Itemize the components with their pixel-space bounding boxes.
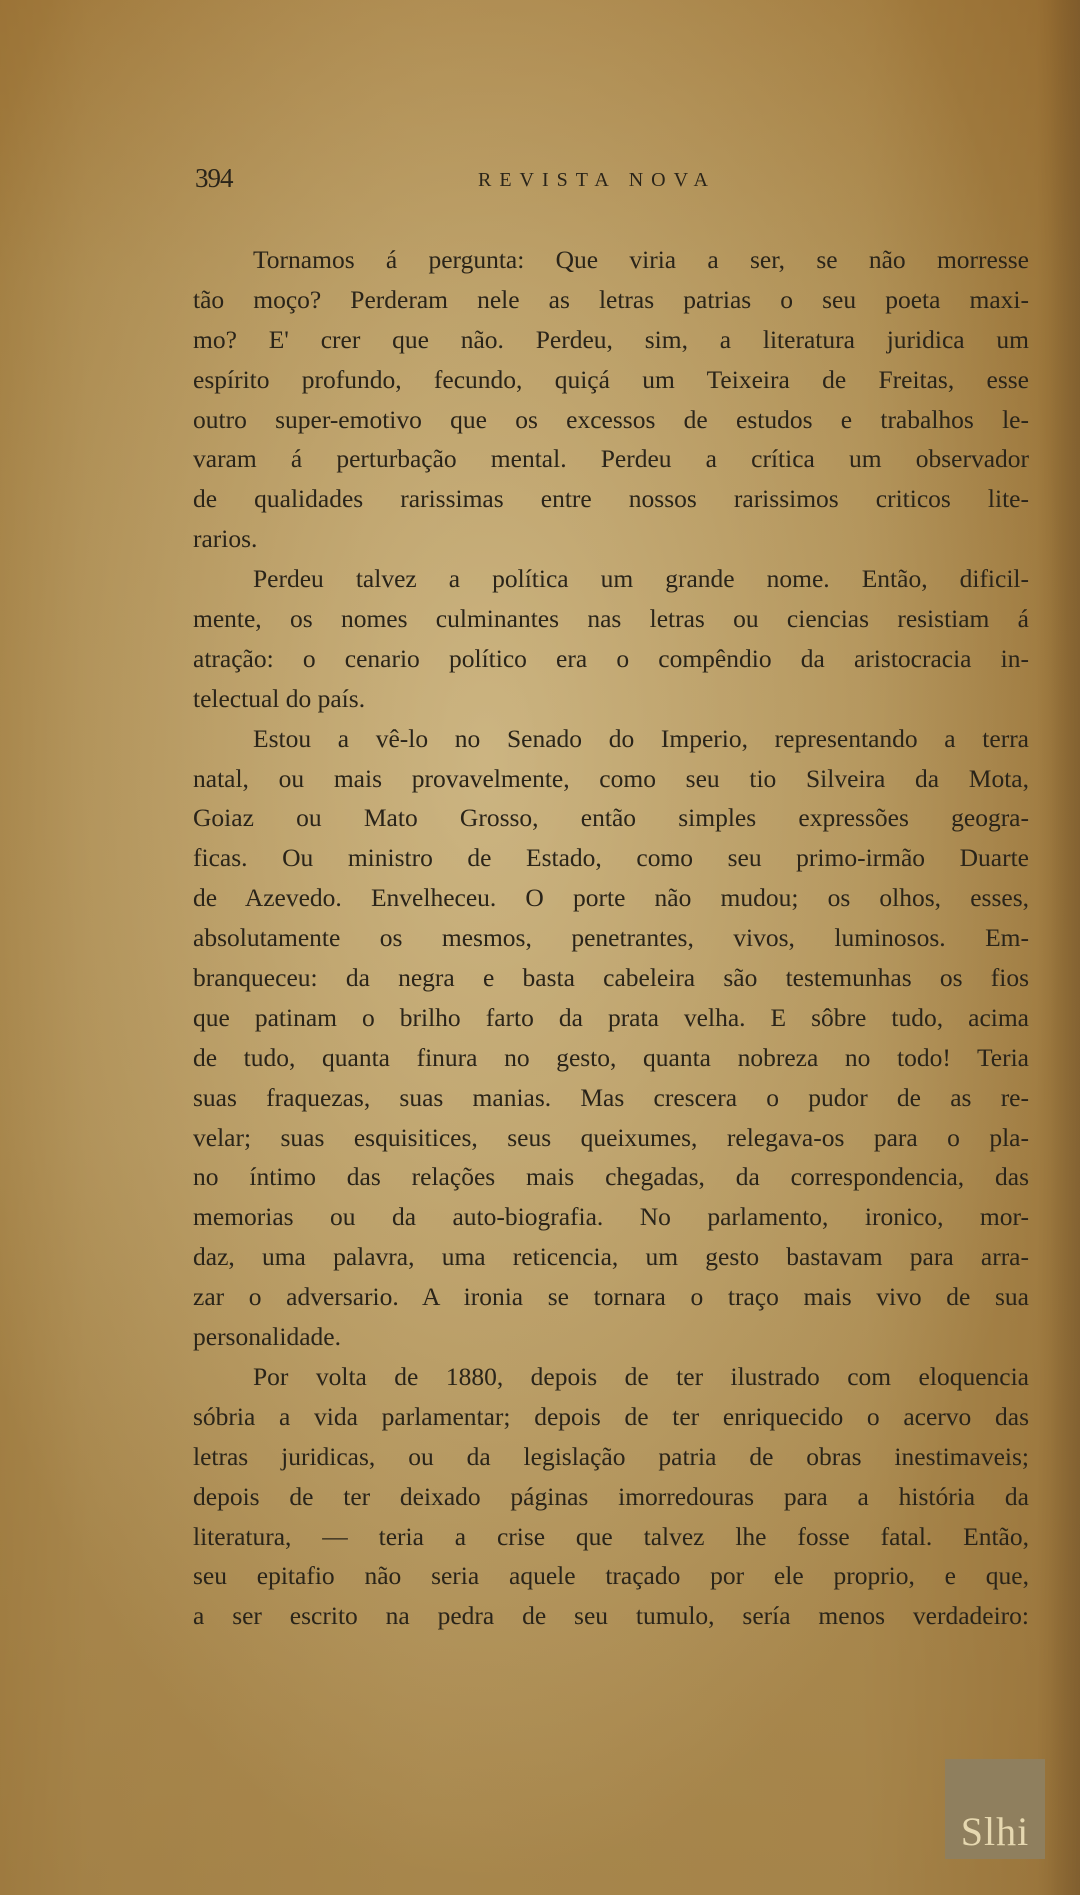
text-line: rarios.	[193, 524, 258, 554]
text-line: letras juridicas, ou da legislação patria de obras inestimaveis;	[193, 1441, 1029, 1471]
text-line: mo? E' crer que não. Perdeu, sim, a literatura juridica um	[193, 324, 1029, 354]
body-text	[193, 240, 1029, 1636]
watermark-text: Slhi	[960, 1809, 1030, 1854]
text-line: espírito profundo, fecundo, quiçá um Teixeira de Freitas, esse	[193, 364, 1029, 394]
text-line: telectual do país.	[193, 683, 366, 713]
text-line: no íntimo das relações mais chegadas, da correspondencia, das	[193, 1162, 1029, 1192]
text-line: zar o adversario. A ironia se tornara o traço mais vivo de sua	[193, 1282, 1029, 1312]
text-line: Estou a vê-lo no Senado do Imperio, representando a terra	[253, 723, 1029, 753]
text-line: ficas. Ou ministro de Estado, como seu primo-irmão Duarte	[193, 843, 1029, 873]
page-edge-shadow	[1050, 0, 1080, 1895]
running-title: REVISTA NOVA	[478, 169, 716, 191]
text-line: a ser escrito na pedra de seu tumulo, sería menos verdadeiro:	[193, 1601, 1029, 1631]
slhi-watermark-logo	[945, 1759, 1045, 1859]
text-line: suas fraquezas, suas manias. Mas crescera o pudor de as re-	[193, 1082, 1029, 1112]
page-number: 394	[195, 163, 233, 193]
text-line: que patinam o brilho farto da prata velha. E sôbre tudo, acima	[193, 1002, 1029, 1032]
paragraph	[193, 1357, 1029, 1636]
text-line: branqueceu: da negra e basta cabeleira são testemunhas os fios	[193, 963, 1029, 993]
paragraph	[193, 240, 1029, 559]
paragraph	[193, 719, 1029, 1357]
text-line: varam á perturbação mental. Perdeu a crítica um observador	[193, 444, 1029, 474]
text-line: de qualidades rarissimas entre nossos rarissimos criticos lite-	[193, 484, 1029, 514]
text-line: velar; suas esquisitices, seus queixumes, relegava-os para o pla-	[193, 1122, 1029, 1152]
text-line: memorias ou da auto-biografia. No parlamento, ironico, mor-	[193, 1202, 1029, 1232]
text-line: Tornamos á pergunta: Que viria a ser, se não morresse	[253, 245, 1029, 274]
text-line: depois de ter deixado páginas imorredouras para a história da	[193, 1481, 1029, 1511]
text-line: daz, uma palavra, uma reticencia, um gesto bastavam para arra-	[193, 1242, 1029, 1272]
text-line: natal, ou mais provavelmente, como seu tio Silveira da Mota,	[193, 763, 1029, 793]
text-line: tão moço? Perderam nele as letras patrias o seu poeta maxi-	[193, 284, 1029, 314]
text-line: atração: o cenario político era o compêndio da aristocracia in-	[193, 643, 1029, 673]
text-line: absolutamente os mesmos, penetrantes, vivos, luminosos. Em-	[193, 923, 1029, 953]
text-line: seu epitafio não seria aquele traçado por ele proprio, e que,	[193, 1561, 1029, 1591]
text-line: Por volta de 1880, depois de ter ilustrado com eloquencia	[253, 1361, 1029, 1391]
text-line: de tudo, quanta finura no gesto, quanta nobreza no todo! Teria	[193, 1042, 1029, 1072]
text-line: de Azevedo. Envelheceu. O porte não mudou; os olhos, esses,	[193, 883, 1029, 913]
page-header	[195, 163, 1029, 203]
text-line: mente, os nomes culminantes nas letras ou ciencias resistiam á	[193, 604, 1029, 634]
text-line: Perdeu talvez a política um grande nome. Então, dificil-	[253, 564, 1029, 594]
paragraph	[193, 559, 1029, 719]
text-line: outro super-emotivo que os excessos de estudos e trabalhos le-	[193, 404, 1029, 434]
text-line: Goiaz ou Mato Grosso, então simples expressões geogra-	[193, 803, 1029, 833]
text-line: sóbria a vida parlamentar; depois de ter enriquecido o acervo das	[193, 1401, 1029, 1431]
text-line: literatura, — teria a crise que talvez lhe fosse fatal. Então,	[193, 1521, 1029, 1551]
text-line: personalidade.	[193, 1322, 341, 1352]
